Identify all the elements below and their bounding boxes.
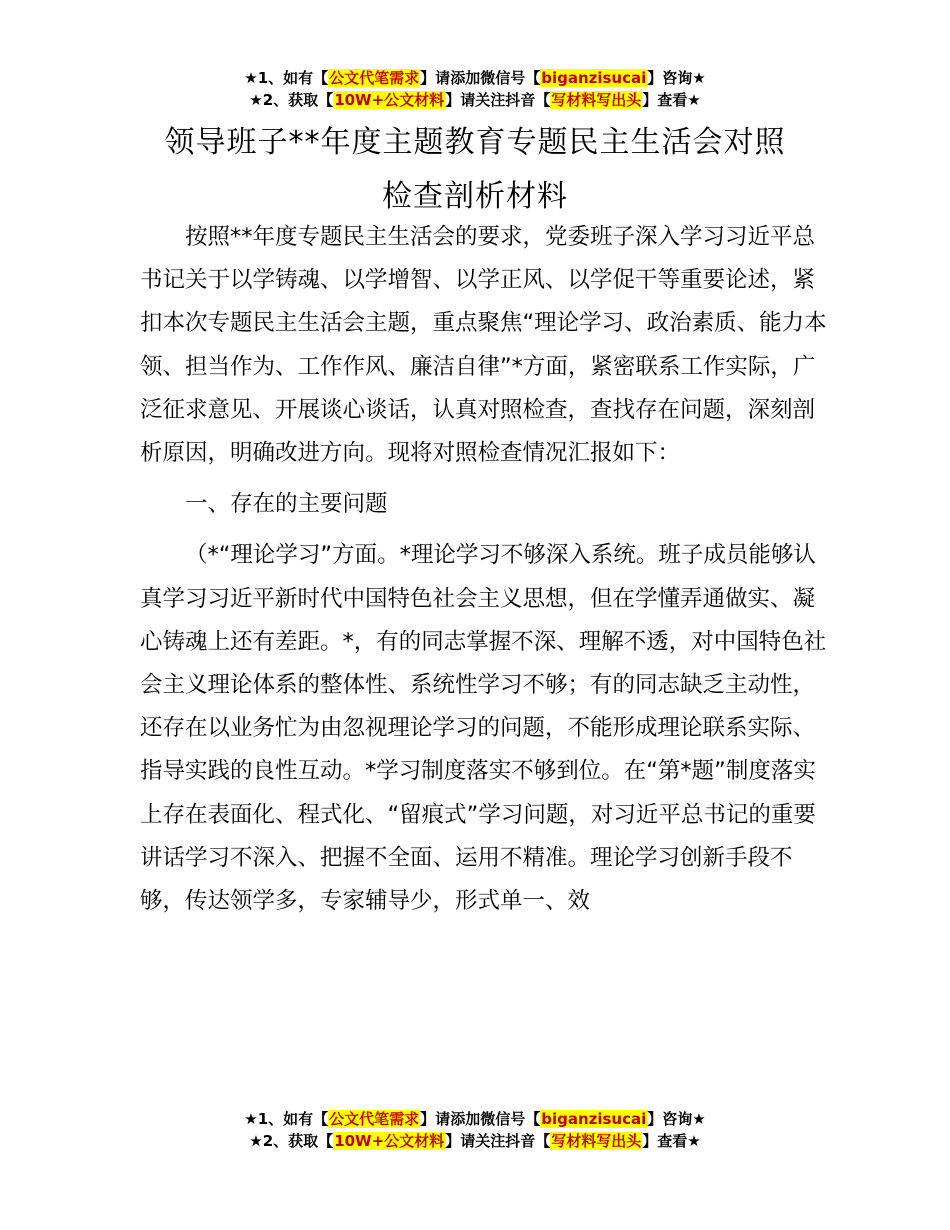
- promo-emphasis: 添加: [450, 69, 481, 87]
- promo-text: 】查看★: [642, 91, 701, 109]
- document-body: [140, 216, 830, 923]
- promo-text: 微信号【: [480, 1110, 541, 1128]
- promo-text: 抖音【: [505, 1132, 551, 1150]
- promo-text: 】请: [445, 91, 476, 109]
- promo-text: ★1、如有【: [244, 69, 329, 87]
- promo-text: 】咨询★: [647, 69, 706, 87]
- promo-emphasis: 关注: [475, 91, 506, 109]
- promo-line-1: [0, 1108, 950, 1130]
- promo-text: 微信号【: [480, 69, 541, 87]
- promo-text: ★1、如有【: [244, 1110, 329, 1128]
- header-promo-banner: [0, 67, 950, 111]
- promo-highlight: 公文代笔需求: [329, 69, 420, 87]
- promo-highlight: 10W+公文材料: [334, 91, 445, 109]
- promo-text: 】请: [420, 1110, 451, 1128]
- promo-highlight: biganzisucai: [541, 69, 647, 87]
- promo-highlight: 10W+公文材料: [334, 1132, 445, 1150]
- promo-text: 】查看★: [642, 1132, 701, 1150]
- title-line-2: 检查剖析材料: [382, 179, 568, 214]
- promo-text: 】咨询★: [647, 1110, 706, 1128]
- promo-text: 抖音【: [505, 91, 551, 109]
- promo-text: ★2、获取【: [249, 91, 334, 109]
- promo-emphasis: 关注: [475, 1132, 506, 1150]
- document-title: [0, 116, 950, 224]
- section-heading: 一、存在的主要问题: [185, 491, 388, 518]
- title-line-1: 领导班子**年度主题教育专题民主生活会对照: [164, 125, 786, 160]
- promo-highlight: 公文代笔需求: [329, 1110, 420, 1128]
- promo-emphasis: 添加: [450, 1110, 481, 1128]
- promo-text: 】请: [445, 1132, 476, 1150]
- intro-paragraph: 按照**年度专题民主生活会的要求，党委班子深入学习习近平总书记关于以学铸魂、以学增智、以学正风、以学促干等重要论述，紧扣本次专题民主生活会主题，重点聚焦“理论学习、政治素质、能力本领、担当作为、工作作风、廉洁自律”*方面，紧密联系工作实际，广泛征求意见、开展谈心谈话，认真对照检查，查找存在问题，深刻剖析原因，明确改进方向。现将对照检查情况汇报如下：: [140, 224, 827, 467]
- promo-line-2: [0, 1130, 950, 1152]
- footer-promo-banner: [0, 1108, 950, 1152]
- promo-highlight: 写材料写出头: [551, 1132, 642, 1150]
- promo-text: 】请: [420, 69, 451, 87]
- promo-line-1: [0, 67, 950, 89]
- promo-line-2: [0, 89, 950, 111]
- promo-highlight: biganzisucai: [541, 1110, 647, 1128]
- promo-text: ★2、获取【: [249, 1132, 334, 1150]
- promo-highlight: 写材料写出头: [551, 91, 642, 109]
- problem-paragraph: （*“理论学习”方面。*理论学习不够深入系统。班子成员能够认真学习习近平新时代中国特色社会主义思想，但在学懂弄通做实、凝心铸魂上还有差距。*，有的同志掌握不深、理解不透，对中国特色社会主义理论体系的整体性、系统性学习不够；有的同志缺乏主动性，还存在以业务忙为由忽视理论学习的问题，不能形成理论联系实际、指导实践的良性互动。*学习制度落实不够到位。在“第*题”制度落实上存在表面化、程式化、“留痕式”学习问题，对习近平总书记的重要讲话学习不深入、把握不全面、运用不精准。理论学习创新手段不够，传达领学多，专家辅导少，形式单一、效: [140, 542, 827, 915]
